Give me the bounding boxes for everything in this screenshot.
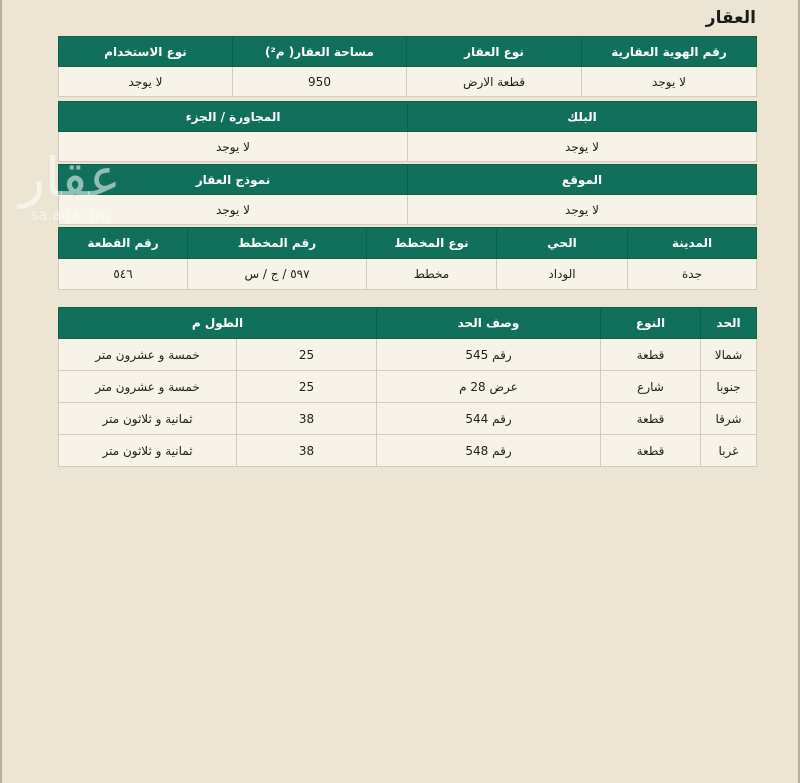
value-property-type: قطعة الارض <box>407 67 582 97</box>
boundary-length-text: ثمانية و ثلاثون متر <box>59 435 237 467</box>
boundary-desc: رقم 545 <box>377 339 601 371</box>
block-table <box>58 101 757 162</box>
value-property-id: لا يوجد <box>582 67 757 97</box>
page-border-left <box>0 0 2 783</box>
header-city: المدينة <box>628 228 757 259</box>
value-district: الوداد <box>497 259 628 290</box>
boundary-type: شارع <box>601 371 701 403</box>
value-property-area: 950 <box>233 67 407 97</box>
header-boundary-type: النوع <box>601 308 701 339</box>
value-location: لا يوجد <box>408 195 757 225</box>
header-usage-type: نوع الاستخدام <box>59 37 233 67</box>
header-boundary-length: الطول م <box>59 308 377 339</box>
boundary-type: قطعة <box>601 435 701 467</box>
value-neighborhood-part: لا يوجد <box>59 132 408 162</box>
boundary-side: جنوبا <box>701 371 757 403</box>
header-property-id: رقم الهوية العقارية <box>582 37 757 67</box>
aqar-logo: عقار <box>18 146 122 209</box>
boundary-desc: رقم 548 <box>377 435 601 467</box>
property-table <box>58 36 757 97</box>
header-plan-number: رقم المخطط <box>188 228 367 259</box>
boundary-desc: رقم 544 <box>377 403 601 435</box>
boundary-length: 38 <box>237 435 377 467</box>
header-property-model: نموذج العقار <box>59 165 408 195</box>
header-boundary-side: الحد <box>701 308 757 339</box>
value-property-model: لا يوجد <box>59 195 408 225</box>
header-district: الحي <box>497 228 628 259</box>
boundary-length-text: ثمانية و ثلاثون متر <box>59 403 237 435</box>
value-plan-type: مخطط <box>367 259 497 290</box>
header-boundary-desc: وصف الحد <box>377 308 601 339</box>
table-row <box>59 435 757 467</box>
boundaries-table <box>58 307 757 467</box>
boundary-side: شمالا <box>701 339 757 371</box>
value-plot-number: ٥٤٦ <box>59 259 188 290</box>
boundary-length-text: خمسة و عشرون متر <box>59 339 237 371</box>
value-plan-number: ٥٩٧ / ج / س <box>188 259 367 290</box>
header-block: البلك <box>408 102 757 132</box>
boundary-length: 38 <box>237 403 377 435</box>
value-usage-type: لا يوجد <box>59 67 233 97</box>
header-location: الموقع <box>408 165 757 195</box>
boundary-length-text: خمسة و عشرون متر <box>59 371 237 403</box>
table-row <box>59 339 757 371</box>
header-property-area: مساحة العقار( م²) <box>233 37 407 67</box>
table-row <box>59 403 757 435</box>
boundary-length: 25 <box>237 339 377 371</box>
value-city: جدة <box>628 259 757 290</box>
table-row <box>59 371 757 403</box>
header-neighborhood-part: المجاورة / الجزء <box>59 102 408 132</box>
boundary-type: قطعة <box>601 403 701 435</box>
location-table <box>58 164 757 225</box>
header-property-type: نوع العقار <box>407 37 582 67</box>
city-plan-table <box>58 227 757 290</box>
boundary-side: شرقا <box>701 403 757 435</box>
value-block: لا يوجد <box>408 132 757 162</box>
aqar-site: sa.aqar.fm <box>30 206 110 224</box>
header-plot-number: رقم القطعة <box>59 228 188 259</box>
boundary-type: قطعة <box>601 339 701 371</box>
boundary-desc: عرض 28 م <box>377 371 601 403</box>
header-plan-type: نوع المخطط <box>367 228 497 259</box>
boundary-side: غربا <box>701 435 757 467</box>
page-title: العقار <box>705 8 756 28</box>
boundary-length: 25 <box>237 371 377 403</box>
